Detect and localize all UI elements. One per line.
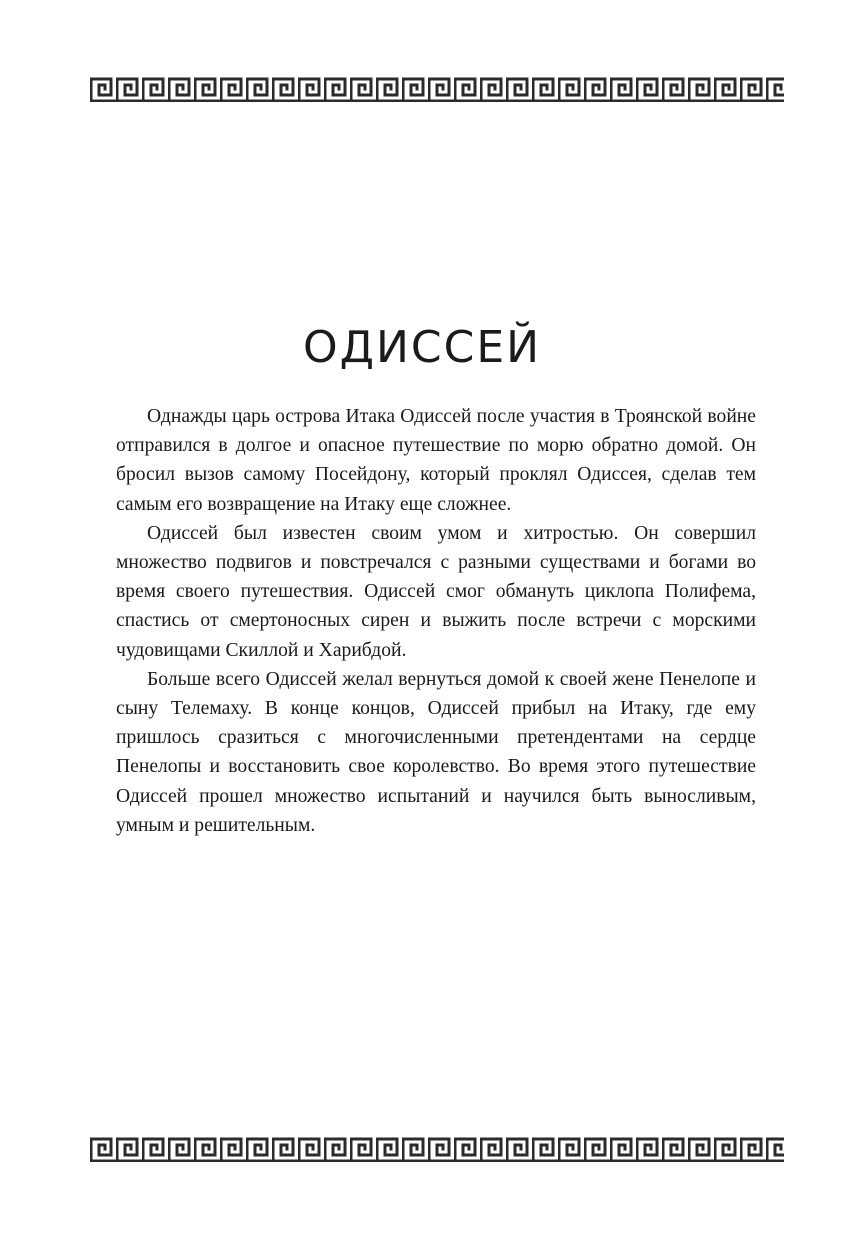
greek-key-ornament-top xyxy=(90,76,784,102)
greek-key-border-top xyxy=(90,76,784,102)
body-text xyxy=(116,402,756,840)
page-title: ОДИССЕЙ xyxy=(302,322,542,373)
paragraph: Однажды царь острова Итака Одиссей после участия в Троянской войне отправился в долгое и опасное путешествие по морю обратно домой. Он бросил вызов самому Посейдону, который проклял Одиссея, сделав тем самым его возвращение на Итаку еще сложнее. xyxy=(116,406,756,515)
greek-key-border-bottom xyxy=(90,1136,784,1162)
paragraph: Одиссей был известен своим умом и хитростью. Он совершил множество подвигов и повстречался с разными существами и богами во время своего путешествия. Одиссей смог обмануть циклопа Полифема, спастись от смертоносных сирен и выжить после встречи с морскими чудовищами Скиллой и Харибдой. xyxy=(116,522,756,661)
paragraph: Больше всего Одиссей желал вернуться домой к своей жене Пенелопе и сыну Телемаху. В конце концов, Одиссей прибыл на Итаку, где ему пришлось сразиться с многочисленными претендентами на сердце Пенелопы и восстановить свое королевство. Во время этого путешествие Одиссей прошел множество испытаний и научился быть выносливым, умным и решительным. xyxy=(116,668,756,836)
greek-key-ornament-bottom xyxy=(90,1136,784,1162)
